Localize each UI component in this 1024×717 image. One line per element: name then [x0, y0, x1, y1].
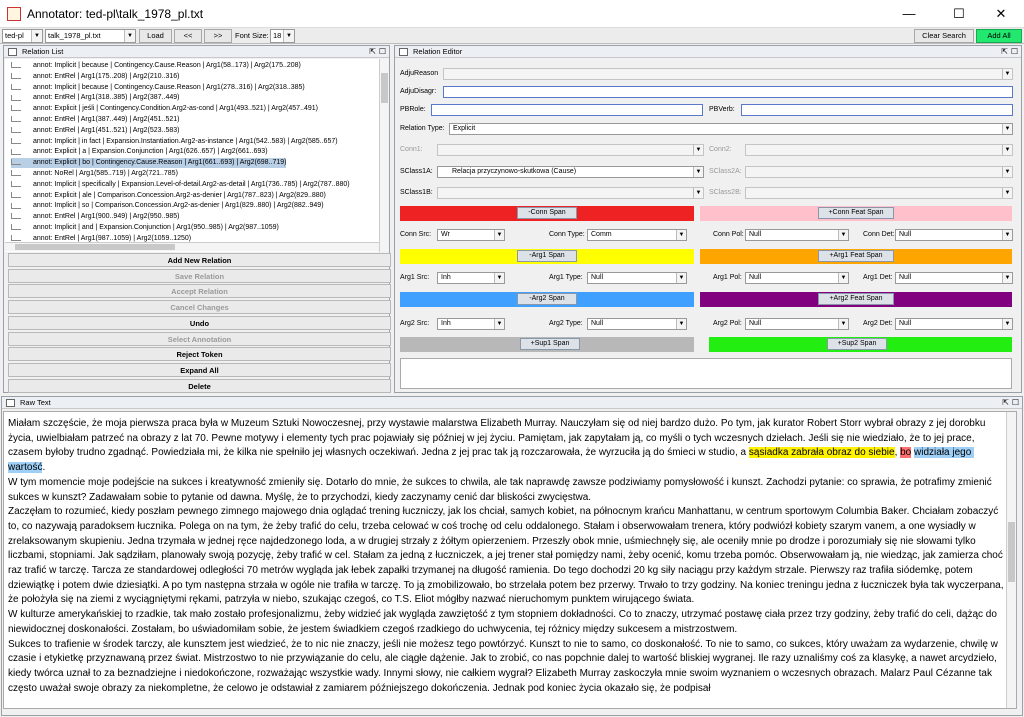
close-icon[interactable]: ✕ [995, 6, 1007, 21]
toolbar [0, 28, 1024, 44]
sup1-span-bar [400, 337, 694, 352]
relation-editor-header [395, 46, 1021, 58]
conn-span-bar [400, 206, 694, 221]
relation-item-label: annot: Explicit | jeśli | Contingency.Condition.Arg2-as-cond | Arg1(493..521) | Arg2(457..491) [33, 105, 318, 113]
relation-tree[interactable] [5, 59, 379, 252]
corpus-select[interactable]: ted-pl ▼ [2, 29, 43, 43]
relation-editor-panel [394, 45, 1022, 393]
tree-node-icon[interactable] [11, 224, 21, 230]
tree-node-icon[interactable] [11, 116, 21, 122]
relation-list-title: Relation List [22, 47, 64, 56]
conn-src-select[interactable]: Wr ▼ [437, 229, 505, 241]
undo-button[interactable]: Undo [8, 316, 391, 330]
chevron-down-icon: ▼ [1002, 167, 1012, 177]
arg2-src-select[interactable]: Inh ▼ [437, 318, 505, 330]
conn-highlight[interactable]: bo [900, 447, 912, 459]
raw-text-area[interactable] [3, 411, 1017, 709]
save-relation-button[interactable]: Save Relation [8, 269, 391, 283]
conn2-select[interactable] [745, 144, 1013, 156]
add-all-button[interactable]: Add All [976, 29, 1022, 43]
reject-token-button[interactable]: Reject Token [8, 347, 391, 361]
tree-node-icon[interactable] [11, 149, 21, 155]
tree-node-icon[interactable] [11, 192, 21, 198]
arg2-highlight[interactable]: widziała jego wartość [8, 447, 975, 474]
tree-node-icon[interactable] [11, 138, 21, 144]
relation-item-label: annot: Implicit | specifically | Expansion.Level-of-detail.Arg2-as-detail | Arg1(736..785) | Arg2(787..880) [33, 180, 350, 188]
chevron-down-icon: ▼ [283, 30, 294, 42]
chevron-down-icon: ▼ [676, 319, 686, 329]
arg1-feat-span-bar [700, 249, 1012, 264]
scrollbar-thumb[interactable] [381, 73, 388, 103]
conn-pol-select[interactable]: Null ▼ [745, 229, 849, 241]
relation-item-label: annot: EntRel | Arg1(900..949) | Arg2(950..985) [33, 213, 180, 221]
relation-list-item[interactable] [11, 212, 179, 222]
chevron-down-icon: ▼ [838, 273, 848, 283]
sup2-span-button[interactable]: +Sup2 Span [827, 338, 887, 350]
relation-list-item[interactable] [11, 104, 318, 114]
arg2-det-select[interactable]: Null ▼ [895, 318, 1013, 330]
chevron-down-icon: ▼ [1002, 124, 1012, 134]
notes-area[interactable] [400, 358, 1012, 389]
adju-disagr-input[interactable] [443, 86, 1013, 98]
chevron-down-icon: ▼ [838, 319, 848, 329]
sclass1a-label: SClass1A: [400, 168, 433, 175]
arg1-type-select[interactable]: Null ▼ [587, 272, 687, 284]
restore-icon[interactable]: ⇱ [369, 47, 376, 56]
relation-item-label: annot: Explicit | ale | Comparison.Concession.Arg2-as-denier | Arg1(787..823) | Arg2(829..880) [33, 191, 326, 199]
chevron-down-icon: ▼ [1002, 188, 1012, 198]
next-file-button[interactable]: >> [204, 29, 232, 43]
relation-item-label: annot: Implicit | in fact | Expansion.Instantiation.Arg2-as-instance | Arg1(542..583) | Arg2(585..657) [33, 137, 338, 145]
arg1-type-label: Arg1 Type: [549, 274, 583, 281]
conn-feat-span-bar [700, 206, 1012, 221]
pbverb-input[interactable] [741, 104, 1013, 116]
maximize-panel-icon[interactable]: ☐ [1011, 398, 1019, 407]
chevron-down-icon: ▼ [1002, 69, 1012, 79]
delete-button[interactable]: Delete [8, 379, 391, 393]
conn1-select[interactable] [437, 144, 704, 156]
chevron-down-icon: ▼ [494, 273, 504, 283]
tree-node-icon[interactable] [11, 105, 21, 111]
tree-node-icon[interactable] [11, 62, 21, 68]
relation-list-item[interactable] [11, 83, 305, 93]
arg1-src-select[interactable]: Inh ▼ [437, 272, 505, 284]
sclass1b-label: SClass1B: [400, 189, 433, 196]
conn-src-label: Conn Src: [400, 231, 432, 238]
tree-node-icon[interactable] [11, 203, 21, 209]
arg1-span-button[interactable]: -Arg1 Span [517, 250, 577, 262]
relation-item-label: annot: NoRel | Arg1(585..719) | Arg2(721..785) [33, 170, 178, 177]
scrollbar-thumb[interactable] [15, 244, 175, 250]
accept-relation-button[interactable]: Accept Relation [8, 284, 391, 298]
arg2-pol-select[interactable]: Null ▼ [745, 318, 849, 330]
tree-node-icon[interactable] [11, 159, 21, 165]
sup2-span-bar [709, 337, 1012, 352]
arg2-feat-span-bar [700, 292, 1012, 307]
relation-list-header [4, 46, 389, 58]
chevron-down-icon: ▼ [1002, 145, 1012, 155]
expand-all-button[interactable]: Expand All [8, 363, 391, 377]
relation-item-label: annot: EntRel | Arg1(451..521) | Arg2(523..583) [33, 126, 180, 134]
panel-icon [6, 399, 15, 407]
restore-icon[interactable]: ⇱ [1001, 47, 1008, 56]
chevron-down-icon: ▼ [676, 230, 686, 240]
relation-editor-title: Relation Editor [413, 47, 463, 56]
sclass2a-label: SClass2A: [709, 168, 742, 175]
pbrole-label: PBRole: [400, 106, 426, 113]
tree-node-icon[interactable] [11, 170, 21, 176]
sclass1a-select[interactable]: Relacja przyczynowo-skutkowa (Cause) ▼ [437, 166, 704, 178]
app-icon [7, 7, 21, 21]
arg2-det-label: Arg2 Det: [863, 320, 893, 327]
tree-node-icon[interactable] [11, 127, 21, 133]
chevron-down-icon: ▼ [693, 145, 703, 155]
relation-list-item[interactable] [11, 191, 326, 201]
arg1-det-label: Arg1 Det: [863, 274, 893, 281]
pbverb-label: PBVerb: [709, 106, 735, 113]
relation-type-select[interactable]: Explicit ▼ [449, 123, 1013, 135]
relation-list-item[interactable] [11, 115, 179, 125]
arg1-highlight[interactable]: sąsiadka zabrała obraz do siebie [748, 447, 895, 459]
relation-item-label: annot: EntRel | Arg1(175..208) | Arg2(210..316) [33, 72, 180, 80]
chevron-down-icon: ▼ [494, 230, 504, 240]
relation-item-label: annot: Implicit | so | Comparison.Concession.Arg2-as-denier | Arg1(829..880) | Arg2(882..949) [33, 202, 324, 210]
relation-item-label: annot: Implicit | because | Contingency.Cause.Reason | Arg1(58..173) | Arg2(175..208) [33, 62, 301, 69]
sup1-span-button[interactable]: +Sup1 Span [520, 338, 580, 350]
arg2-type-select[interactable]: Null ▼ [587, 318, 687, 330]
conn-type-label: Conn Type: [549, 231, 585, 238]
sclass2a-select[interactable] [745, 166, 1013, 178]
relation-item-label: annot: Explicit | a | Expansion.Conjunction | Arg1(626..657) | Arg2(661..693) [33, 148, 268, 156]
relation-item-label: annot: Implicit | and | Expansion.Conjunction | Arg1(950..985) | Arg2(987..1059) [33, 224, 279, 231]
conn-feat-span-button[interactable]: +Conn Feat Span [818, 207, 894, 219]
minimize-icon[interactable]: — [902, 6, 916, 21]
relation-item-label: annot: EntRel | Arg1(387..449) | Arg2(451..521) [33, 116, 180, 123]
panel-icon [399, 48, 408, 56]
arg1-det-select[interactable]: Null ▼ [895, 272, 1013, 284]
chevron-down-icon: ▼ [693, 188, 703, 198]
conn-pol-label: Conn Pol: [713, 231, 744, 238]
clear-search-button[interactable]: Clear Search [914, 29, 974, 43]
arg1-pol-label: Arg1 Pol: [713, 274, 742, 281]
conn2-label: Conn2: [709, 146, 732, 153]
chevron-down-icon: ▼ [1002, 230, 1012, 240]
cancel-changes-button[interactable]: Cancel Changes [8, 300, 391, 314]
sclass1b-select[interactable] [437, 187, 704, 199]
relation-item-label: annot: Explicit | bo | Contingency.Cause.Reason | Arg1(661..693) | Arg2(698..719) [33, 159, 287, 167]
file-select[interactable]: talk_1978_pl.txt ▼ [45, 29, 136, 43]
window-title-bar [0, 0, 1024, 28]
chevron-down-icon: ▼ [693, 167, 703, 177]
relation-list-item[interactable] [11, 169, 178, 179]
relation-item-label: annot: Implicit | because | Contingency.Cause.Reason | Arg1(278..316) | Arg2(318..385) [33, 83, 305, 91]
font-size-select[interactable]: 18 ▼ [270, 29, 295, 43]
relation-list-item[interactable] [11, 158, 286, 168]
window-title: Annotator: ted-pl\talk_1978_pl.txt [27, 7, 204, 21]
relation-type-label: Relation Type: [400, 125, 445, 132]
relation-list-panel [3, 45, 390, 393]
adju-reason-label: AdjuReason [400, 70, 439, 77]
relation-list-item[interactable] [11, 223, 279, 233]
maximize-panel-icon[interactable]: ☐ [378, 47, 386, 56]
prev-file-button[interactable]: << [174, 29, 202, 43]
arg2-span-bar [400, 292, 694, 307]
raw-text-scrollbar[interactable] [1006, 412, 1016, 708]
tree-node-icon[interactable] [11, 213, 21, 219]
conn-span-button[interactable]: -Conn Span [517, 207, 577, 219]
conn-det-select[interactable]: Null ▼ [895, 229, 1013, 241]
relation-item-label: annot: EntRel | Arg1(987..1059) | Arg2(1059..1250) [33, 234, 192, 242]
tree-node-icon[interactable] [11, 181, 21, 187]
load-button[interactable]: Load [139, 29, 172, 43]
chevron-down-icon: ▼ [31, 30, 42, 42]
raw-text-content[interactable]: Miałam szczęście, że moja pierwsza praca była w Muzeum Sztuki Nowoczesnej, przy wystawie malarstwa Elizabeth Murray. Nauczyłam się od niej bardzo dużo. Po tym, jak kurator Robert Storr wybrał obrazy z jej dorobku życia, uwielbiałam patrzeć na obrazy z lat 70. Pewne motywy i elementy tych prac pojawiały się później w jej życiu. Pamiętam, jak zapytałam ją, co myśli o tych wczesnych dziełach. Jeśli się nie wiedziało, że to jej prace, czasem byłoby trudno zgadnąć. Powiedziała mi, że kilka nie spełniło jej własnych oczekiwań. Jedna z jej prac tak ją rozczarowała, że wyrzuciła ją do śmieci w studio, a sąsiadka zabrała obraz do siebie, bo widziała jego wartość. W tym momencie moje podejście na sukces i kreatywność zmieniły się. Dotarło do mnie, że sukces to chwila, ale tak naprawdę zawsze podziwiamy pomysłowość i kunszt. Zachodzi pytanie: co sprawia, że potrafimy zmienić sukces w kunszt? Zadawałam sobie to pytanie od dawna. Myślę, że to przychodzi, kiedy zaczynamy cenić dar bliskości zwycięstwa. Zaczęłam to rozumieć, kiedy poszłam pewnego zimnego majowego dnia oglądać trening łuczniczy, jak los chciał, samych kobiet, na północnym krańcu Manhattanu, w centrum sportowym Columbia Baker. Chciałam zobaczyć to, co nazywają paradoksem łucznika. Polega on na tym, że żeby trafić do celu, trzeba celować w coś trochę od celu oddalonego. Stałam i obserwowałam trenera, który podwiózł kobiety szarym vanem, a one wysiadły w zrelaksowanym skupieniu. Jedna trzymała w jednej ręce najdedzonego loda, a w drugiej strzały z żółtym opierzeniem. Przeszły obok mnie, uśmiechnęły się, ale oceniły mnie po drodze i porozumiały się nie słowami tylko liczbami, stopniami. Jak sądziłam, planowały swoją pozycję, żeby trafić w cel. Stałam za jedną z łuczniczek, a jej trener stał pomiędzy nami, żeby ocenić, komu trzeba pomóc. Obserwowałam ją, nie wiedząc, jak zamierza choć raz trafić w tarczę. Tarcza ze standardowej odległości 70 metrów wygląda jak łebek zapałki trzymanej na długość ramienia. Do tego dochodzi 20 kg siły naciągu przy każdym strzale. Pierwszy raz trafiła siódemkę, potem dziewiątkę i potem dwie dziesiątki. A po tym następna strzała w ogóle nie trafiła w tarczę. To ją zmobilizowało, bo strzelała potem bez przerwy. Trwało to trzy godziny. Na koniec treningu jedna z łuczniczek była tak wyczerpana, że położyła się na ziemi z wyciągniętymi rękami, patrzyła w niebo, szukając czegoś, co T.S. Eliot mógłby nazwać nieruchomym punktem wirującego świata. W kulturze amerykańskiej to rzadkie, tak mało zostało profesjonalizmu, żeby widzieć jak wygląda zawziętość z tym stopniem dokładności. Co to znaczy, utrzymać postawę ciała przez trzy godziny, żeby trafić do celi, dążąc do niewidocznej doskonałości. Zostałam, bo uświadomiłam sobie, że jestem świadkiem czegoś rzadkiego do uchwycenia, tej różnicy między sukcesem a mistrzostwem. Sukces to trafienie w środek tarczy, ale kunsztem jest wiedzieć, że to nic nie znaczy, jeśli nie możesz tego powtórzyć. Kunszt to nie to samo, co doskonałość. To nie to samo, co sukces, który uważam za wydarzenie, chwilę w czasie i etykietkę przyznawaną przez świat. Mistrzostwo to nie przywiązanie do celu, ale ciągłe dążenie. Jak to zrobić, co nas popchnie dalej to wartość bliskiej wygranej. Ile razy uznaliśmy coś za klasykę, a nawet arcydzieło, kiedy twórca uznał to za beznadziejne i niedokończone, rozważając wszystkie wady. Innymi słowy, nie całkiem wygrał? Elizabeth Murray zaskoczyła mnie swoim wyznaniem o wczesnych obrazach. Malarz Paul Cézanne tak często uważał swoje obrazy za niekompletne, że celowo je odstawiał z zamiarem późniejszego dokończenia. Jednak pod koniec życia okazało się, że podpisał [8, 418, 1007, 694]
pbrole-input[interactable] [431, 104, 703, 116]
arg2-type-label: Arg2 Type: [549, 320, 583, 327]
chevron-down-icon: ▼ [1002, 319, 1012, 329]
relation-list-item[interactable] [11, 126, 179, 136]
adju-reason-select[interactable] [443, 68, 1013, 80]
maximize-panel-icon[interactable]: ☐ [1010, 47, 1018, 56]
chevron-down-icon: ▼ [494, 319, 504, 329]
arg2-feat-span-button[interactable]: +Arg2 Feat Span [818, 293, 894, 305]
select-annotation-button[interactable]: Select Annotation [8, 332, 391, 346]
raw-text-title: Raw Text [20, 398, 51, 407]
relation-list-item[interactable] [11, 93, 179, 103]
relation-list-item[interactable] [11, 180, 350, 190]
chevron-down-icon: ▼ [124, 30, 135, 42]
arg2-span-button[interactable]: -Arg2 Span [517, 293, 577, 305]
horizontal-scrollbar[interactable] [5, 242, 379, 251]
tree-node-icon[interactable] [11, 73, 21, 79]
add-new-relation-button[interactable]: Add New Relation [8, 253, 391, 267]
panel-icon [8, 48, 17, 56]
arg2-src-label: Arg2 Src: [400, 320, 430, 327]
arg1-span-bar [400, 249, 694, 264]
relation-list-item[interactable] [11, 201, 324, 211]
arg1-pol-select[interactable]: Null ▼ [745, 272, 849, 284]
relation-list-item[interactable] [11, 72, 179, 82]
sclass2b-label: SClass2B: [709, 189, 742, 196]
tree-node-icon[interactable] [11, 235, 21, 241]
maximize-icon[interactable]: ☐ [953, 6, 965, 21]
arg1-feat-span-button[interactable]: +Arg1 Feat Span [818, 250, 894, 262]
scrollbar-thumb[interactable] [1008, 522, 1015, 582]
conn-det-label: Conn Det: [863, 231, 895, 238]
relation-item-label: annot: EntRel | Arg1(318..385) | Arg2(387..449) [33, 94, 180, 102]
sclass2b-select[interactable] [745, 187, 1013, 199]
tree-node-icon[interactable] [11, 84, 21, 90]
arg2-pol-label: Arg2 Pol: [713, 320, 742, 327]
arg1-src-label: Arg1 Src: [400, 274, 430, 281]
font-size-label: Font Size: [235, 31, 269, 40]
vertical-scrollbar[interactable] [379, 59, 389, 252]
raw-text-header [2, 397, 1022, 409]
relation-list-item[interactable] [11, 61, 301, 71]
relation-list-item[interactable] [11, 147, 268, 157]
chevron-down-icon: ▼ [676, 273, 686, 283]
conn-type-select[interactable]: Comm ▼ [587, 229, 687, 241]
chevron-down-icon: ▼ [1002, 273, 1012, 283]
relation-list-item[interactable] [11, 137, 338, 147]
tree-node-icon[interactable] [11, 95, 21, 101]
restore-icon[interactable]: ⇱ [1002, 398, 1009, 407]
conn1-label: Conn1: [400, 146, 423, 153]
adju-disagr-label: AdjuDisagr: [400, 88, 437, 95]
chevron-down-icon: ▼ [838, 230, 848, 240]
